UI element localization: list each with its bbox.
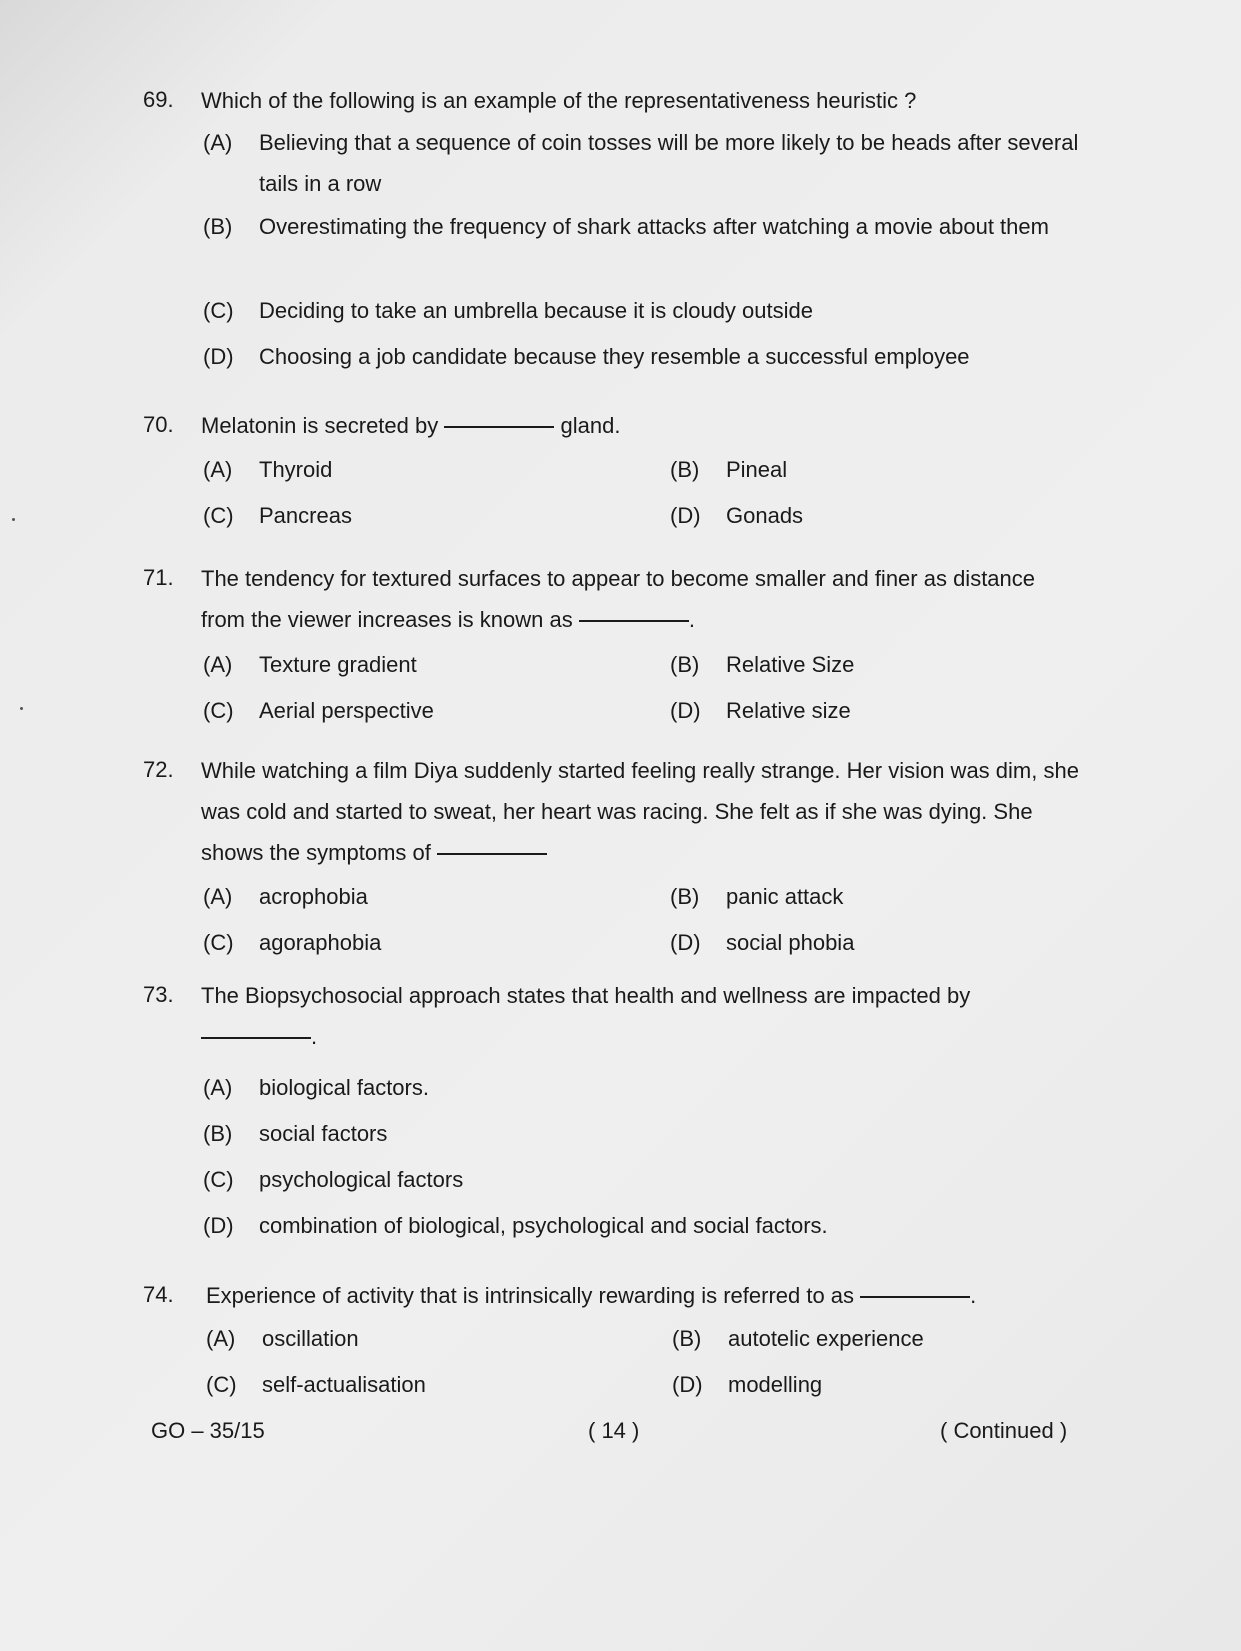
question-text-before: Experience of activity that is intrinsically rewarding is referred to as — [206, 1283, 855, 1308]
option-text: Relative Size — [726, 652, 855, 677]
option-letter: (B) — [670, 884, 700, 909]
option-letter: (D) — [670, 503, 701, 528]
option-letter: (B) — [672, 1326, 702, 1351]
footer-continued: ( Continued ) — [940, 1418, 1068, 1443]
option-text: social factors — [259, 1121, 388, 1146]
question-text-before: Melatonin is secreted by — [201, 413, 439, 438]
option-d — [670, 503, 803, 529]
question-text-after: . — [311, 1024, 318, 1049]
question-number: 71. — [143, 565, 174, 590]
option-text: Overestimating the frequency of shark attacks after watching a movie about them — [259, 214, 1049, 239]
footer-code: GO – 35/15 — [151, 1418, 265, 1443]
option-text: Aerial perspective — [259, 698, 434, 723]
option-b — [203, 1121, 387, 1147]
answer-blank — [201, 1036, 311, 1039]
question-text — [201, 750, 1081, 873]
option-a — [203, 122, 1083, 196]
option-text: acrophobia — [259, 884, 368, 909]
option-text: Deciding to take an umbrella because it is cloudy outside — [259, 298, 813, 323]
option-text: agoraphobia — [259, 930, 382, 955]
option-letter: (D) — [203, 1213, 234, 1238]
question-text-before: While watching a film Diya suddenly started feeling really strange. Her vision was dim, she was cold and started to sweat, her heart was racing. She felt as if she was dying. She shows the symptoms of — [201, 758, 1079, 865]
option-letter: (C) — [203, 1167, 234, 1192]
option-a — [203, 652, 417, 678]
question-text: Which of the following is an example of the representativeness heuristic ? — [201, 88, 917, 113]
option-text: Thyroid — [259, 457, 333, 482]
option-letter: (C) — [203, 298, 234, 323]
answer-blank — [444, 425, 554, 428]
question-text-after: . — [970, 1283, 977, 1308]
option-letter: (D) — [203, 344, 234, 369]
option-text: biological factors. — [259, 1075, 429, 1100]
question-text — [201, 975, 1081, 1057]
option-text: autotelic experience — [728, 1326, 924, 1351]
option-text: oscillation — [262, 1326, 359, 1351]
option-letter: (A) — [203, 884, 233, 909]
option-text: Texture gradient — [259, 652, 417, 677]
option-d — [670, 698, 851, 724]
option-text: combination of biological, psychological and social factors. — [259, 1213, 828, 1238]
option-text: panic attack — [726, 884, 844, 909]
option-a — [203, 1075, 429, 1101]
option-letter: (C) — [203, 930, 234, 955]
option-text: Pancreas — [259, 503, 352, 528]
answer-blank — [860, 1295, 970, 1298]
question-text — [201, 558, 1081, 640]
option-letter: (A) — [203, 457, 233, 482]
question-text — [201, 405, 1081, 446]
question-text-before: The tendency for textured surfaces to appear to become smaller and finer as distance from the viewer increases is known as — [201, 566, 1036, 632]
option-text: modelling — [728, 1372, 823, 1397]
option-letter: (D) — [670, 698, 701, 723]
option-c — [203, 930, 381, 956]
option-letter: (D) — [670, 930, 701, 955]
option-c — [203, 698, 434, 724]
option-d — [203, 1213, 828, 1239]
option-letter: (B) — [203, 1121, 233, 1146]
option-c — [203, 1167, 463, 1193]
option-letter: (D) — [672, 1372, 703, 1397]
option-text: Pineal — [726, 457, 788, 482]
option-letter: (B) — [670, 652, 700, 677]
option-letter: (C) — [203, 503, 234, 528]
option-letter: (A) — [206, 1326, 236, 1351]
option-b — [670, 457, 787, 483]
option-b — [203, 206, 1083, 247]
option-letter: (C) — [203, 698, 234, 723]
option-c — [203, 503, 352, 529]
option-letter: (A) — [203, 652, 233, 677]
question-text-after: . — [688, 607, 695, 632]
question-text-before: The Biopsychosocial approach states that health and wellness are impacted by — [201, 983, 971, 1008]
option-text: self-actualisation — [262, 1372, 426, 1397]
option-text: Believing that a sequence of coin tosses will be more likely to be heads after several tails in a row — [259, 130, 1079, 196]
option-d — [672, 1372, 822, 1398]
option-c — [206, 1372, 426, 1398]
answer-blank — [579, 619, 689, 622]
option-a — [203, 884, 368, 910]
question-number: 69. — [143, 87, 174, 112]
option-letter: (C) — [206, 1372, 237, 1397]
option-text: Choosing a job candidate because they resemble a successful employee — [259, 344, 970, 369]
option-text: psychological factors — [259, 1167, 464, 1192]
question-number: 72. — [143, 757, 174, 782]
answer-blank — [437, 852, 547, 855]
option-letter: (B) — [670, 457, 700, 482]
question-number: 74. — [143, 1282, 174, 1307]
question-text — [206, 1275, 1086, 1316]
question-number: 73. — [143, 982, 174, 1007]
option-letter: (A) — [203, 1075, 233, 1100]
option-a — [206, 1326, 359, 1352]
option-b — [672, 1326, 924, 1352]
question-number: 70. — [143, 412, 174, 437]
option-d — [670, 930, 854, 956]
footer-page-number: ( 14 ) — [588, 1418, 640, 1443]
option-c — [203, 290, 1083, 331]
option-text: Gonads — [726, 503, 804, 528]
scan-speck — [20, 707, 23, 710]
question-text-after: gland. — [560, 413, 621, 438]
option-b — [670, 652, 854, 678]
option-letter: (A) — [203, 130, 233, 155]
option-text: Relative size — [726, 698, 851, 723]
option-d — [203, 336, 1083, 377]
option-letter: (B) — [203, 214, 233, 239]
option-text: social phobia — [726, 930, 855, 955]
option-b — [670, 884, 843, 910]
scan-speck — [12, 518, 15, 521]
option-a — [203, 457, 332, 483]
